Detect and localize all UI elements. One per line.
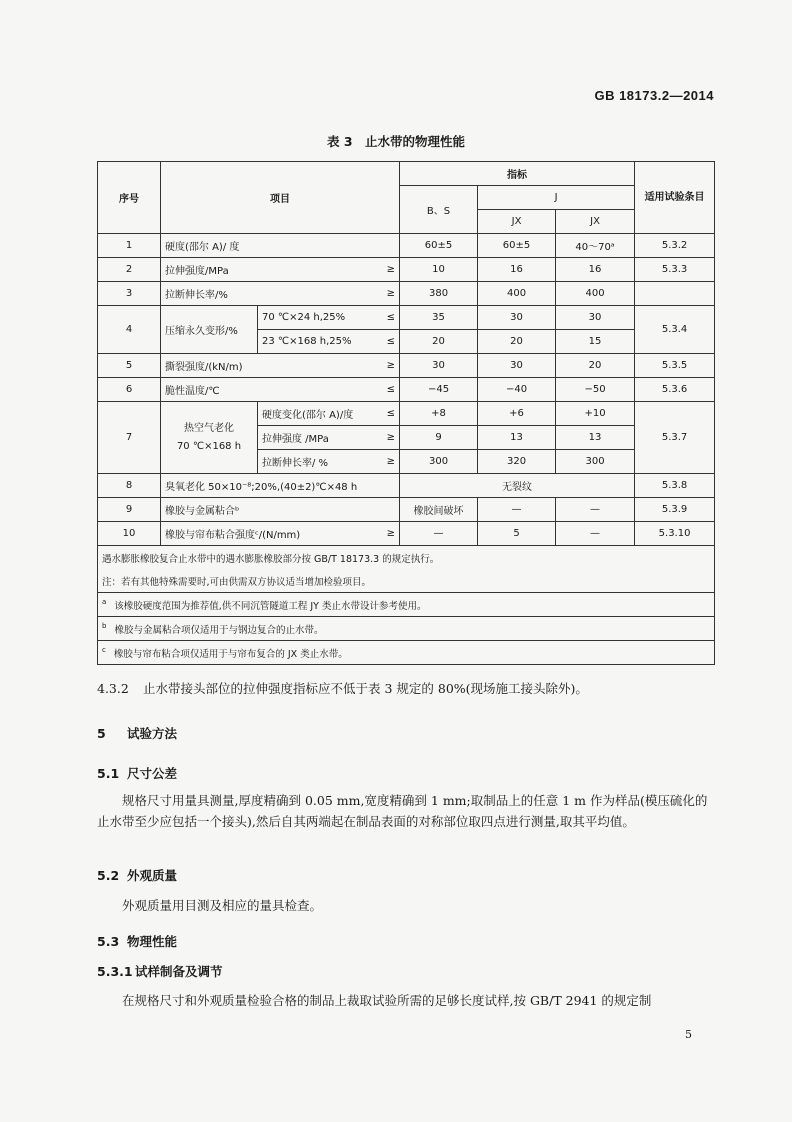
row-clause: 5.3.4	[635, 306, 715, 354]
row-no: 3	[98, 282, 161, 306]
footnote-c	[98, 641, 715, 665]
section-5-3-1-heading	[97, 962, 223, 980]
table-note: 遇水膨胀橡胶复合止水带中的遇水膨胀橡胶部分按 GB/T 18173.3 的规定执行。	[98, 546, 715, 570]
value-jx: −50	[556, 378, 635, 402]
value-bs: 10	[400, 258, 478, 282]
value-j: —	[478, 498, 556, 522]
value-j: 5	[478, 522, 556, 546]
value-j: 20	[478, 330, 556, 354]
relation-symbol: ≤	[370, 330, 400, 354]
clause-number: 4.3.2	[97, 681, 129, 696]
footnote-text: 橡胶与帘布粘合项仅适用于与帘布复合的 JX 类止水带。	[113, 648, 348, 660]
section-title: 试验方法	[127, 726, 178, 741]
row-no: 6	[98, 378, 161, 402]
value-jx: 30	[556, 306, 635, 330]
row-clause: 5.3.10	[635, 522, 715, 546]
footnote-marker: a	[102, 598, 107, 607]
row-item: 拉断伸长率/%	[161, 282, 370, 306]
row-item: 拉伸强度/MPa	[161, 258, 370, 282]
table-header-row	[98, 162, 715, 186]
relation-symbol: ≥	[370, 258, 400, 282]
value-j: 30	[478, 306, 556, 330]
value-bs: −45	[400, 378, 478, 402]
row-clause: 5.3.3	[635, 258, 715, 282]
value-j: 13	[478, 426, 556, 450]
value-bs: 300	[400, 450, 478, 474]
section-title: 试样制备及调节	[135, 964, 223, 979]
row-clause: 5.3.5	[635, 354, 715, 378]
relation-symbol: ≥	[370, 426, 400, 450]
value-j: +6	[478, 402, 556, 426]
row-item: 压缩永久变形/%	[161, 306, 258, 354]
value-j: 16	[478, 258, 556, 282]
value-jx: —	[556, 498, 635, 522]
relation-symbol: ≥	[370, 522, 400, 546]
value-j: −40	[478, 378, 556, 402]
row-clause: 5.3.7	[635, 402, 715, 474]
row-item: 撕裂强度/(kN/m)	[161, 354, 370, 378]
value-jx: 13	[556, 426, 635, 450]
row-item: 硬度(邵尔 A)/ 度	[161, 234, 400, 258]
value-jx: 16	[556, 258, 635, 282]
header-jx-2: JX	[556, 210, 635, 234]
section-number: 5.2	[97, 868, 120, 883]
row-item: 橡胶与金属粘合ᵇ	[161, 498, 400, 522]
row-item-line: 70 ℃×168 h	[176, 440, 242, 452]
value-j: 320	[478, 450, 556, 474]
row-item-line: 热空气老化	[184, 422, 234, 434]
value-bs: +8	[400, 402, 478, 426]
section-number: 5.3.1	[97, 964, 133, 979]
value-jx: 300	[556, 450, 635, 474]
row-condition: 拉断伸长率/ %	[258, 450, 370, 474]
section-5-3-heading	[97, 932, 177, 950]
table-row	[98, 402, 715, 426]
physical-properties-table	[97, 161, 715, 665]
value-bs: —	[400, 522, 478, 546]
row-no: 10	[98, 522, 161, 546]
value-jx: 15	[556, 330, 635, 354]
value-bs: 橡胶间破坏	[400, 498, 478, 522]
section-5-heading	[97, 724, 177, 742]
table-title: 表 3 止水带的物理性能	[326, 134, 466, 149]
section-5-1-paragraph: 规格尺寸用量具测量,厚度精确到 0.05 mm,宽度精确到 1 mm;取制品上的任意 1 m 作为样品(模压硫化的止水带至少应包括一个接头),然后自其两端起在制品表面的对称部位取四点进行测量,取其平均值。	[97, 793, 708, 829]
relation-symbol: ≥	[370, 450, 400, 474]
value-bs: 30	[400, 354, 478, 378]
table-row	[98, 306, 715, 330]
footnote-a	[98, 593, 715, 617]
standard-code: GB 18173.2—2014	[594, 88, 714, 103]
row-no: 2	[98, 258, 161, 282]
footnote-marker: c	[102, 646, 106, 655]
value-j: 60±5	[478, 234, 556, 258]
section-title: 物理性能	[127, 934, 178, 949]
value-jx: 40～70ᵃ	[556, 234, 635, 258]
header-j: J	[478, 186, 635, 210]
row-condition: 23 ℃×168 h,25%	[258, 330, 370, 354]
section-title: 外观质量	[127, 868, 178, 883]
section-5-2-heading	[97, 866, 177, 884]
row-no: 1	[98, 234, 161, 258]
section-5-1-heading	[97, 764, 177, 782]
footnote-text: 橡胶与金属粘合项仅适用于与钢边复合的止水带。	[114, 624, 324, 636]
value-bs: 9	[400, 426, 478, 450]
row-condition: 70 ℃×24 h,25%	[258, 306, 370, 330]
row-item: 橡胶与帘布粘合强度ᶜ/(N/mm)	[161, 522, 370, 546]
value-jx: +10	[556, 402, 635, 426]
section-5-3-1-paragraph: 在规格尺寸和外观质量检验合格的制品上裁取试验所需的足够长度试样,按 GB/T 2941 的规定制	[122, 993, 652, 1008]
row-clause	[635, 282, 715, 306]
table-row	[98, 354, 715, 378]
section-number: 5.3	[97, 934, 120, 949]
table-row	[98, 474, 715, 498]
table-row	[98, 258, 715, 282]
value-jx: 20	[556, 354, 635, 378]
header-indicator: 指标	[400, 162, 635, 186]
clause-4-3-2	[97, 677, 714, 701]
row-item: 脆性温度/℃	[161, 378, 370, 402]
relation-symbol: ≥	[370, 354, 400, 378]
value-bs: 60±5	[400, 234, 478, 258]
row-clause: 5.3.2	[635, 234, 715, 258]
section-5-2-paragraph: 外观质量用目测及相应的量具检查。	[122, 898, 323, 913]
header-clause: 适用试验条目	[635, 162, 715, 234]
value-bs: 20	[400, 330, 478, 354]
value-j: 30	[478, 354, 556, 378]
row-clause: 5.3.6	[635, 378, 715, 402]
row-item: 臭氧老化 50×10⁻⁸;20%,(40±2)℃×48 h	[161, 474, 400, 498]
relation-symbol: ≤	[370, 306, 400, 330]
value-bs: 35	[400, 306, 478, 330]
section-number: 5	[97, 726, 106, 741]
row-no: 9	[98, 498, 161, 522]
row-clause: 5.3.9	[635, 498, 715, 522]
table-row	[98, 522, 715, 546]
row-condition: 硬度变化(邵尔 A)/度	[258, 402, 370, 426]
value-bs: 380	[400, 282, 478, 306]
footnote-marker: b	[102, 622, 107, 631]
clause-text: 止水带接头部位的拉伸强度指标应不低于表 3 规定的 80%(现场施工接头除外)。	[143, 681, 588, 696]
header-no: 序号	[98, 162, 161, 234]
table-row	[98, 378, 715, 402]
value-j: 400	[478, 282, 556, 306]
row-no: 5	[98, 354, 161, 378]
relation-symbol: ≤	[370, 378, 400, 402]
relation-symbol: ≤	[370, 402, 400, 426]
table-row	[98, 234, 715, 258]
header-jx-1: JX	[478, 210, 556, 234]
value-jx: —	[556, 522, 635, 546]
footnote-text: 该橡胶硬度范围为推荐值,供不同沉管隧道工程 JY 类止水带设计参考使用。	[114, 600, 427, 612]
row-clause: 5.3.8	[635, 474, 715, 498]
header-item: 项目	[161, 162, 400, 234]
row-condition: 拉伸强度 /MPa	[258, 426, 370, 450]
section-number: 5.1	[97, 766, 120, 781]
row-no: 8	[98, 474, 161, 498]
table-note: 注：若有其他特殊需要时,可由供需双方协议适当增加检验项目。	[98, 569, 715, 593]
footnote-b	[98, 617, 715, 641]
relation-symbol: ≥	[370, 282, 400, 306]
section-title: 尺寸公差	[127, 766, 178, 781]
value-merged: 无裂纹	[400, 474, 635, 498]
row-no: 4	[98, 306, 161, 354]
row-item	[161, 402, 258, 474]
row-no: 7	[98, 402, 161, 474]
table-row	[98, 282, 715, 306]
value-jx: 400	[556, 282, 635, 306]
page-number: 5	[685, 1028, 692, 1041]
table-row	[98, 498, 715, 522]
header-bs: B、S	[400, 186, 478, 234]
